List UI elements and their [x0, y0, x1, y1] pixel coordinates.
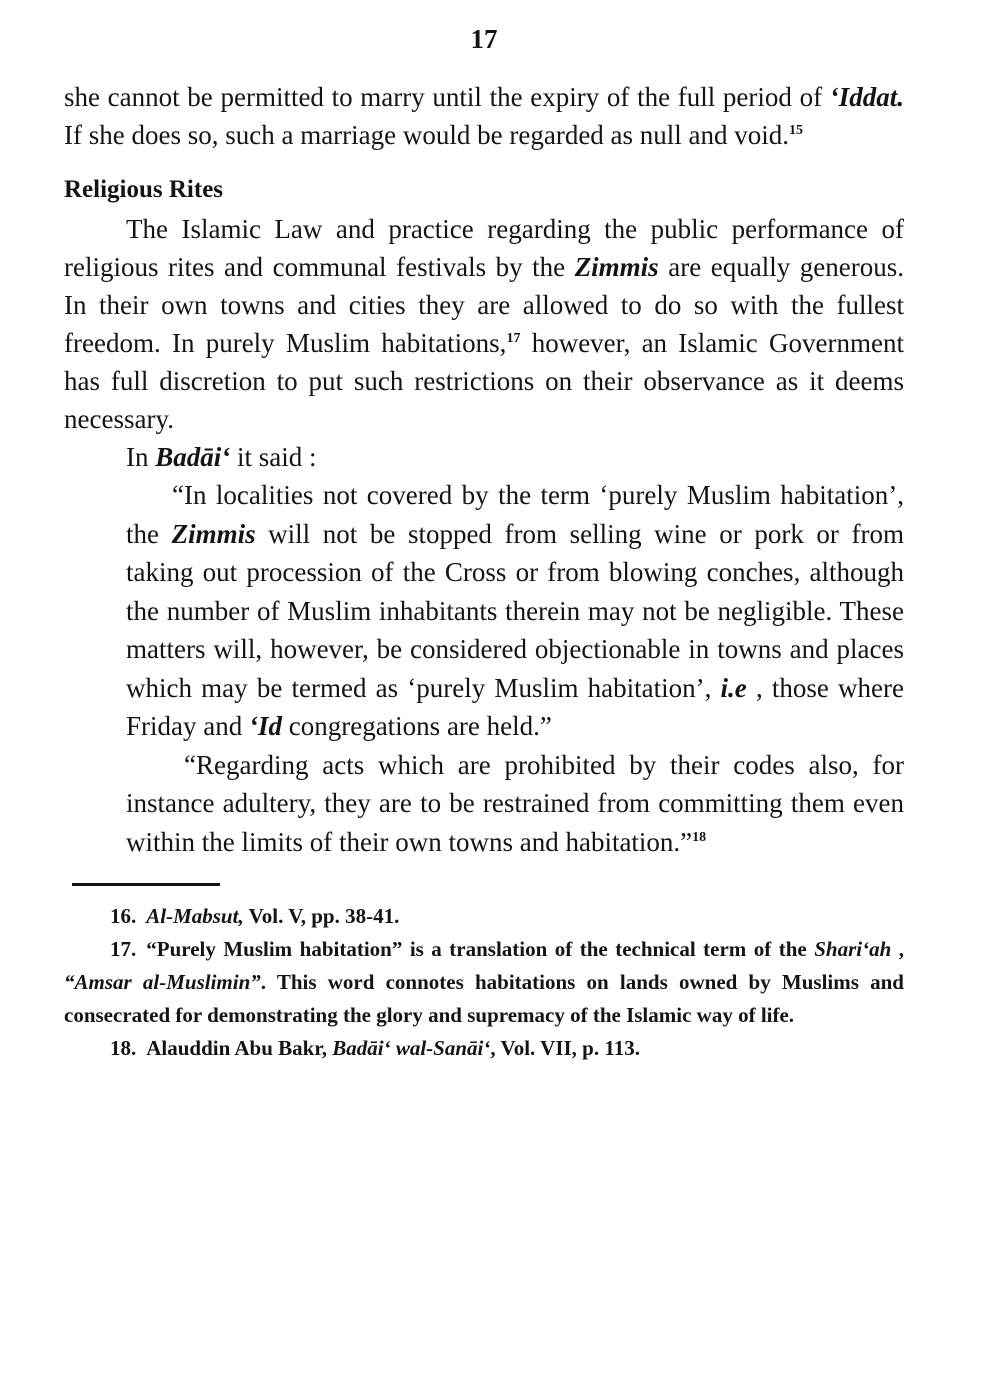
- footnote-16: [64, 900, 904, 933]
- block-quote-prohibited-acts: [126, 746, 904, 862]
- italic-zimmis: Zimmis: [574, 252, 659, 282]
- italic-id: ‘Id: [248, 711, 282, 741]
- quote-lead-in: [64, 438, 904, 476]
- paragraph-rites-text-a: The Islamic Law and practice regarding the public performance of religious rites and communal festivals by the: [64, 214, 904, 282]
- lead-in-text-b: it said :: [230, 442, 317, 472]
- footnote-17-amsar: “Amsar al-Muslimin”: [64, 970, 261, 994]
- paragraph-religious-rites: [64, 210, 904, 438]
- footnote-16-title: Al-Mabsut,: [146, 904, 244, 928]
- footnote-ref-15: 15: [789, 123, 804, 138]
- footnote-18-text-b: , Vol. VII, p. 113.: [490, 1036, 640, 1060]
- paragraph-iddat-text-b: If she does so, such a marriage would be regarded as null and void.: [64, 120, 790, 150]
- footnote-18-number: 18.: [110, 1036, 137, 1060]
- quote1-text-c: , those where Friday and: [126, 672, 905, 741]
- footnote-16-text: Vol. V, pp. 38-41.: [243, 904, 400, 928]
- lead-in-text-a: In: [126, 442, 156, 472]
- footnote-17-text-a: “Purely Muslim habitation” is a translation of the technical term of the: [146, 937, 815, 961]
- italic-zimmis-quote: Zimmis: [171, 518, 256, 549]
- footnote-17-shariah: Shari‘ah: [814, 937, 892, 961]
- book-page: [64, 24, 904, 1065]
- page-number: 17: [470, 24, 498, 54]
- italic-ie: i.e: [720, 672, 747, 703]
- paragraph-iddat-text-a: she cannot be permitted to marry until the expiry of the full period of: [64, 82, 830, 112]
- section-heading: Religious Rites: [64, 176, 224, 203]
- quote1-text-a: “In localities not covered by the term ‘purely Muslim habitation’, the: [126, 480, 904, 549]
- footnote-ref-18: 18: [692, 829, 707, 845]
- footnote-17-number: 17.: [110, 937, 137, 961]
- footnote-ref-17: 17: [506, 331, 521, 346]
- footnote-17-text-b: ,: [891, 937, 904, 961]
- footnote-17-text-c: . This word connotes habitations on lands owned by Muslims and consecrated for demonstrating the glory and supremacy of the Islamic way of life.: [64, 970, 904, 1027]
- footnote-18-text-a: Alauddin Abu Bakr,: [146, 1036, 333, 1060]
- block-quote-localities: [126, 476, 904, 746]
- footnote-divider: [72, 883, 220, 886]
- paragraph-rites-text-b: are equally generous. In their own towns and cities they are allowed to do so with the fullest freedom. In purely Muslim habitations,: [64, 252, 904, 358]
- footnote-16-number: 16.: [110, 904, 137, 928]
- footnote-18-title: Badāi‘ wal-Sanāi‘: [332, 1036, 491, 1060]
- paragraph-iddat: [64, 78, 904, 154]
- paragraph-rites-text-c: however, an Islamic Government has full discretion to put such restrictions on their observance as it deems necessary.: [64, 328, 904, 434]
- footnote-17: [64, 933, 904, 1032]
- quote1-text-b: will not be stopped from selling wine or pork or from taking out procession of the Cross or from blowing conches, although the number of Muslim inhabitants therein may not be negligible. These matters will, however, be considered objectionable in towns and places which may be termed as ‘purely Muslim habitation’,: [126, 518, 904, 703]
- quote1-text-d: congregations are held.”: [281, 711, 552, 741]
- quote2-text-a: “Regarding acts which are prohibited by their codes also, for instance adultery, they are to be restrained from committing them even within the limits of their own towns and habitation.”: [126, 749, 904, 857]
- footnote-18: [64, 1032, 904, 1065]
- italic-badai: Badāi‘: [155, 442, 231, 472]
- italic-iddat: ‘Iddat.: [829, 82, 904, 112]
